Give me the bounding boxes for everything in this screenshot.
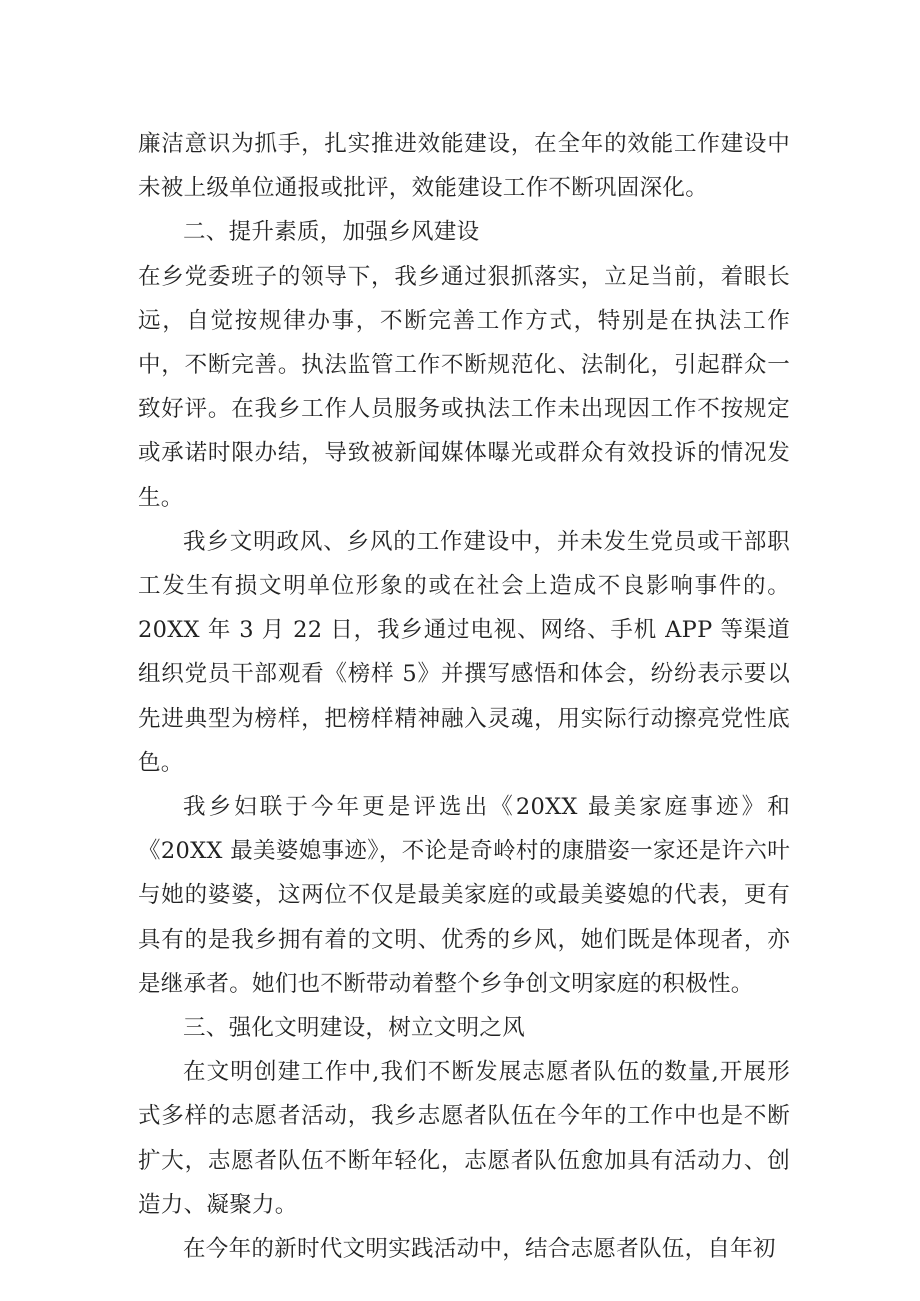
paragraph-civilized-style: 我乡文明政风、乡风的工作建设中，并未发生党员或干部职工发生有损文明单位形象的或在社会上造成不良影响事件的。20XX 年 3 月 22 日，我乡通过电视、网络、手机 APP 等渠道组织党员干部观看《榜样 5》并撰写感悟和体会，纷纷表示要以先进典型为榜样，把榜样精神融入灵魂，用实际行动擦亮党性底色。 [138,528,790,776]
paragraph-womens-federation: 我乡妇联于今年更是评选出《20XX 最美家庭事迹》和《20XX 最美婆媳事迹》，不论是奇岭村的康腊姿一家还是许六叶与她的婆婆，这两位不仅是最美家庭的或最美婆媳的代表，更有具有的是我乡拥有着的文明、优秀的乡风，她们既是体现者，亦是继承者。她们也不断带动着整个乡争创文明家庭的积极性。 [138,794,790,997]
paragraph-law-enforcement: 在乡党委班子的领导下，我乡通过狠抓落实，立足当前，着眼长远，自觉按规律办事，不断完善工作方式，特别是在执法工作中，不断完善。执法监管工作不断规范化、法制化，引起群众一致好评。在我乡工作人员服务或执法工作未出现因工作不按规定或承诺时限办结，导致被新闻媒体曝光或群众有效投诉的情况发生。 [138,263,790,511]
document-body [138,122,790,1271]
section-heading-2: 二、提升素质，加强乡风建设 [183,219,480,246]
paragraph-volunteers: 在文明创建工作中,我们不断发展志愿者队伍的数量,开展形式多样的志愿者活动，我乡志愿者队伍在今年的工作中也是不断扩大，志愿者队伍不断年轻化，志愿者队伍愈加具有活动力、创造力、凝聚力。 [138,1059,790,1218]
section-heading-3: 三、强化文明建设，树立文明之风 [183,1015,526,1042]
paragraph-efficiency-conclusion: 廉洁意识为抓手，扎实推进效能建设，在全年的效能工作建设中未被上级单位通报或批评，效能建设工作不断巩固深化。 [138,131,790,202]
paragraph-new-era-practice: 在今年的新时代文明实践活动中，结合志愿者队伍，自年初 [183,1236,776,1263]
